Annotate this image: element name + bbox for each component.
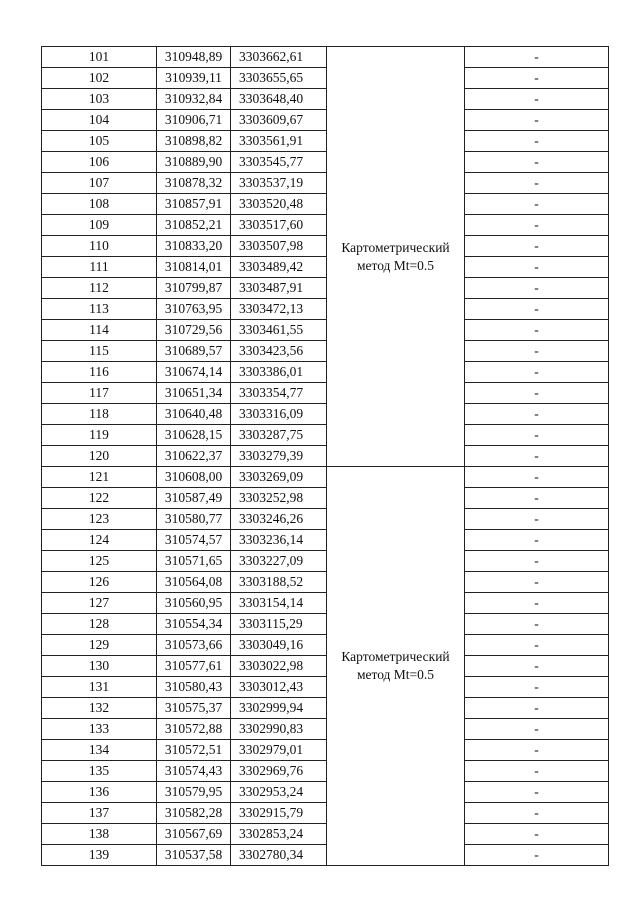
point-number-cell: 104 bbox=[42, 110, 157, 131]
table-row bbox=[42, 467, 609, 488]
y-coordinate-cell: 3303561,91 bbox=[231, 131, 327, 152]
table-row bbox=[42, 761, 609, 782]
y-coordinate-cell: 3302979,01 bbox=[231, 740, 327, 761]
x-coordinate-cell: 310878,32 bbox=[157, 173, 231, 194]
y-coordinate-cell: 3303252,98 bbox=[231, 488, 327, 509]
x-coordinate-cell: 310857,91 bbox=[157, 194, 231, 215]
description-cell: - bbox=[465, 761, 609, 782]
point-number-cell: 136 bbox=[42, 782, 157, 803]
y-coordinate-cell: 3303022,98 bbox=[231, 656, 327, 677]
x-coordinate-cell: 310948,89 bbox=[157, 47, 231, 68]
x-coordinate-cell: 310939,11 bbox=[157, 68, 231, 89]
x-coordinate-cell: 310689,57 bbox=[157, 341, 231, 362]
description-cell: - bbox=[465, 215, 609, 236]
y-coordinate-cell: 3303520,48 bbox=[231, 194, 327, 215]
point-number-cell: 128 bbox=[42, 614, 157, 635]
description-cell: - bbox=[465, 677, 609, 698]
y-coordinate-cell: 3303461,55 bbox=[231, 320, 327, 341]
y-coordinate-cell: 3303472,13 bbox=[231, 299, 327, 320]
description-cell: - bbox=[465, 68, 609, 89]
point-number-cell: 139 bbox=[42, 845, 157, 866]
x-coordinate-cell: 310582,28 bbox=[157, 803, 231, 824]
description-cell: - bbox=[465, 446, 609, 467]
description-cell: - bbox=[465, 488, 609, 509]
x-coordinate-cell: 310898,82 bbox=[157, 131, 231, 152]
y-coordinate-cell: 3303655,65 bbox=[231, 68, 327, 89]
x-coordinate-cell: 310651,34 bbox=[157, 383, 231, 404]
description-cell: - bbox=[465, 404, 609, 425]
table-row bbox=[42, 131, 609, 152]
point-number-cell: 117 bbox=[42, 383, 157, 404]
y-coordinate-cell: 3302953,24 bbox=[231, 782, 327, 803]
x-coordinate-cell: 310574,57 bbox=[157, 530, 231, 551]
y-coordinate-cell: 3303489,42 bbox=[231, 257, 327, 278]
y-coordinate-cell: 3303188,52 bbox=[231, 572, 327, 593]
y-coordinate-cell: 3302915,79 bbox=[231, 803, 327, 824]
method-cell bbox=[327, 467, 465, 866]
y-coordinate-cell: 3303662,61 bbox=[231, 47, 327, 68]
y-coordinate-cell: 3303386,01 bbox=[231, 362, 327, 383]
y-coordinate-cell: 3303609,67 bbox=[231, 110, 327, 131]
point-number-cell: 121 bbox=[42, 467, 157, 488]
description-cell: - bbox=[465, 698, 609, 719]
x-coordinate-cell: 310763,95 bbox=[157, 299, 231, 320]
table-row bbox=[42, 236, 609, 257]
table-row bbox=[42, 278, 609, 299]
point-number-cell: 134 bbox=[42, 740, 157, 761]
description-cell: - bbox=[465, 194, 609, 215]
point-number-cell: 135 bbox=[42, 761, 157, 782]
table-row bbox=[42, 782, 609, 803]
point-number-cell: 120 bbox=[42, 446, 157, 467]
description-cell: - bbox=[465, 320, 609, 341]
description-cell: - bbox=[465, 131, 609, 152]
x-coordinate-cell: 310574,43 bbox=[157, 761, 231, 782]
y-coordinate-cell: 3303269,09 bbox=[231, 467, 327, 488]
point-number-cell: 115 bbox=[42, 341, 157, 362]
point-number-cell: 119 bbox=[42, 425, 157, 446]
x-coordinate-cell: 310580,77 bbox=[157, 509, 231, 530]
table-row bbox=[42, 299, 609, 320]
x-coordinate-cell: 310572,88 bbox=[157, 719, 231, 740]
point-number-cell: 114 bbox=[42, 320, 157, 341]
x-coordinate-cell: 310729,56 bbox=[157, 320, 231, 341]
description-cell: - bbox=[465, 593, 609, 614]
point-number-cell: 108 bbox=[42, 194, 157, 215]
description-cell: - bbox=[465, 782, 609, 803]
method-accuracy: метод Mt=0.5 bbox=[356, 257, 435, 273]
y-coordinate-cell: 3303537,19 bbox=[231, 173, 327, 194]
y-coordinate-cell: 3303423,56 bbox=[231, 341, 327, 362]
method-cell bbox=[327, 47, 465, 467]
point-number-cell: 107 bbox=[42, 173, 157, 194]
y-coordinate-cell: 3303354,77 bbox=[231, 383, 327, 404]
point-number-cell: 116 bbox=[42, 362, 157, 383]
x-coordinate-cell: 310537,58 bbox=[157, 845, 231, 866]
table-row bbox=[42, 68, 609, 89]
table-row bbox=[42, 194, 609, 215]
table-row bbox=[42, 425, 609, 446]
x-coordinate-cell: 310571,65 bbox=[157, 551, 231, 572]
point-number-cell: 118 bbox=[42, 404, 157, 425]
x-coordinate-cell: 310906,71 bbox=[157, 110, 231, 131]
x-coordinate-cell: 310674,14 bbox=[157, 362, 231, 383]
description-cell: - bbox=[465, 47, 609, 68]
description-cell: - bbox=[465, 551, 609, 572]
table-row bbox=[42, 551, 609, 572]
table-row bbox=[42, 530, 609, 551]
point-number-cell: 130 bbox=[42, 656, 157, 677]
x-coordinate-cell: 310554,34 bbox=[157, 614, 231, 635]
y-coordinate-cell: 3302853,24 bbox=[231, 824, 327, 845]
description-cell: - bbox=[465, 299, 609, 320]
point-number-cell: 123 bbox=[42, 509, 157, 530]
y-coordinate-cell: 3303316,09 bbox=[231, 404, 327, 425]
x-coordinate-cell: 310628,15 bbox=[157, 425, 231, 446]
x-coordinate-cell: 310799,87 bbox=[157, 278, 231, 299]
description-cell: - bbox=[465, 278, 609, 299]
description-cell: - bbox=[465, 719, 609, 740]
x-coordinate-cell: 310640,48 bbox=[157, 404, 231, 425]
x-coordinate-cell: 310560,95 bbox=[157, 593, 231, 614]
table-row bbox=[42, 110, 609, 131]
table-row bbox=[42, 173, 609, 194]
description-cell: - bbox=[465, 803, 609, 824]
x-coordinate-cell: 310575,37 bbox=[157, 698, 231, 719]
point-number-cell: 122 bbox=[42, 488, 157, 509]
coordinates-table-body bbox=[42, 47, 609, 866]
table-row bbox=[42, 215, 609, 236]
x-coordinate-cell: 310932,84 bbox=[157, 89, 231, 110]
table-row bbox=[42, 740, 609, 761]
description-cell: - bbox=[465, 173, 609, 194]
x-coordinate-cell: 310852,21 bbox=[157, 215, 231, 236]
table-row bbox=[42, 341, 609, 362]
table-row bbox=[42, 89, 609, 110]
table-row bbox=[42, 572, 609, 593]
description-cell: - bbox=[465, 236, 609, 257]
x-coordinate-cell: 310564,08 bbox=[157, 572, 231, 593]
point-number-cell: 132 bbox=[42, 698, 157, 719]
y-coordinate-cell: 3303236,14 bbox=[231, 530, 327, 551]
x-coordinate-cell: 310833,20 bbox=[157, 236, 231, 257]
x-coordinate-cell: 310573,66 bbox=[157, 635, 231, 656]
y-coordinate-cell: 3303246,26 bbox=[231, 509, 327, 530]
x-coordinate-cell: 310567,69 bbox=[157, 824, 231, 845]
description-cell: - bbox=[465, 425, 609, 446]
point-number-cell: 113 bbox=[42, 299, 157, 320]
description-cell: - bbox=[465, 614, 609, 635]
table-row bbox=[42, 509, 609, 530]
x-coordinate-cell: 310608,00 bbox=[157, 467, 231, 488]
description-cell: - bbox=[465, 845, 609, 866]
description-cell: - bbox=[465, 110, 609, 131]
table-row bbox=[42, 404, 609, 425]
table-row bbox=[42, 488, 609, 509]
x-coordinate-cell: 310580,43 bbox=[157, 677, 231, 698]
description-cell: - bbox=[465, 152, 609, 173]
description-cell: - bbox=[465, 824, 609, 845]
x-coordinate-cell: 310622,37 bbox=[157, 446, 231, 467]
point-number-cell: 110 bbox=[42, 236, 157, 257]
point-number-cell: 102 bbox=[42, 68, 157, 89]
y-coordinate-cell: 3303154,14 bbox=[231, 593, 327, 614]
description-cell: - bbox=[465, 89, 609, 110]
point-number-cell: 137 bbox=[42, 803, 157, 824]
table-row bbox=[42, 656, 609, 677]
y-coordinate-cell: 3302969,76 bbox=[231, 761, 327, 782]
table-row bbox=[42, 635, 609, 656]
point-number-cell: 111 bbox=[42, 257, 157, 278]
description-cell: - bbox=[465, 383, 609, 404]
table-row bbox=[42, 698, 609, 719]
y-coordinate-cell: 3303648,40 bbox=[231, 89, 327, 110]
table-row bbox=[42, 845, 609, 866]
table-row bbox=[42, 152, 609, 173]
table-row bbox=[42, 677, 609, 698]
table-row bbox=[42, 803, 609, 824]
x-coordinate-cell: 310577,61 bbox=[157, 656, 231, 677]
y-coordinate-cell: 3303287,75 bbox=[231, 425, 327, 446]
y-coordinate-cell: 3302999,94 bbox=[231, 698, 327, 719]
description-cell: - bbox=[465, 656, 609, 677]
description-cell: - bbox=[465, 740, 609, 761]
y-coordinate-cell: 3302780,34 bbox=[231, 845, 327, 866]
point-number-cell: 131 bbox=[42, 677, 157, 698]
table-row bbox=[42, 320, 609, 341]
description-cell: - bbox=[465, 530, 609, 551]
table-row bbox=[42, 47, 609, 68]
description-cell: - bbox=[465, 572, 609, 593]
point-number-cell: 101 bbox=[42, 47, 157, 68]
point-number-cell: 105 bbox=[42, 131, 157, 152]
y-coordinate-cell: 3303507,98 bbox=[231, 236, 327, 257]
description-cell: - bbox=[465, 509, 609, 530]
description-cell: - bbox=[465, 257, 609, 278]
point-number-cell: 103 bbox=[42, 89, 157, 110]
table-row bbox=[42, 383, 609, 404]
description-cell: - bbox=[465, 362, 609, 383]
point-number-cell: 124 bbox=[42, 530, 157, 551]
y-coordinate-cell: 3303012,43 bbox=[231, 677, 327, 698]
x-coordinate-cell: 310579,95 bbox=[157, 782, 231, 803]
table-row bbox=[42, 614, 609, 635]
table-row bbox=[42, 719, 609, 740]
y-coordinate-cell: 3303545,77 bbox=[231, 152, 327, 173]
table-row bbox=[42, 824, 609, 845]
table-row bbox=[42, 362, 609, 383]
description-cell: - bbox=[465, 467, 609, 488]
description-cell: - bbox=[465, 635, 609, 656]
x-coordinate-cell: 310814,01 bbox=[157, 257, 231, 278]
description-cell: - bbox=[465, 341, 609, 362]
y-coordinate-cell: 3303049,16 bbox=[231, 635, 327, 656]
x-coordinate-cell: 310587,49 bbox=[157, 488, 231, 509]
point-number-cell: 109 bbox=[42, 215, 157, 236]
x-coordinate-cell: 310889,90 bbox=[157, 152, 231, 173]
point-number-cell: 126 bbox=[42, 572, 157, 593]
x-coordinate-cell: 310572,51 bbox=[157, 740, 231, 761]
y-coordinate-cell: 3303487,91 bbox=[231, 278, 327, 299]
table-row bbox=[42, 257, 609, 278]
point-number-cell: 138 bbox=[42, 824, 157, 845]
point-number-cell: 129 bbox=[42, 635, 157, 656]
coordinates-table bbox=[41, 46, 609, 866]
table-row bbox=[42, 593, 609, 614]
method-name: Картометрический bbox=[341, 239, 450, 255]
y-coordinate-cell: 3303227,09 bbox=[231, 551, 327, 572]
point-number-cell: 125 bbox=[42, 551, 157, 572]
y-coordinate-cell: 3302990,83 bbox=[231, 719, 327, 740]
y-coordinate-cell: 3303279,39 bbox=[231, 446, 327, 467]
method-name: Картометрический bbox=[341, 649, 450, 664]
point-number-cell: 106 bbox=[42, 152, 157, 173]
y-coordinate-cell: 3303115,29 bbox=[231, 614, 327, 635]
point-number-cell: 127 bbox=[42, 593, 157, 614]
point-number-cell: 133 bbox=[42, 719, 157, 740]
point-number-cell: 112 bbox=[42, 278, 157, 299]
table-row bbox=[42, 446, 609, 467]
y-coordinate-cell: 3303517,60 bbox=[231, 215, 327, 236]
method-accuracy: метод Mt=0.5 bbox=[356, 667, 435, 682]
